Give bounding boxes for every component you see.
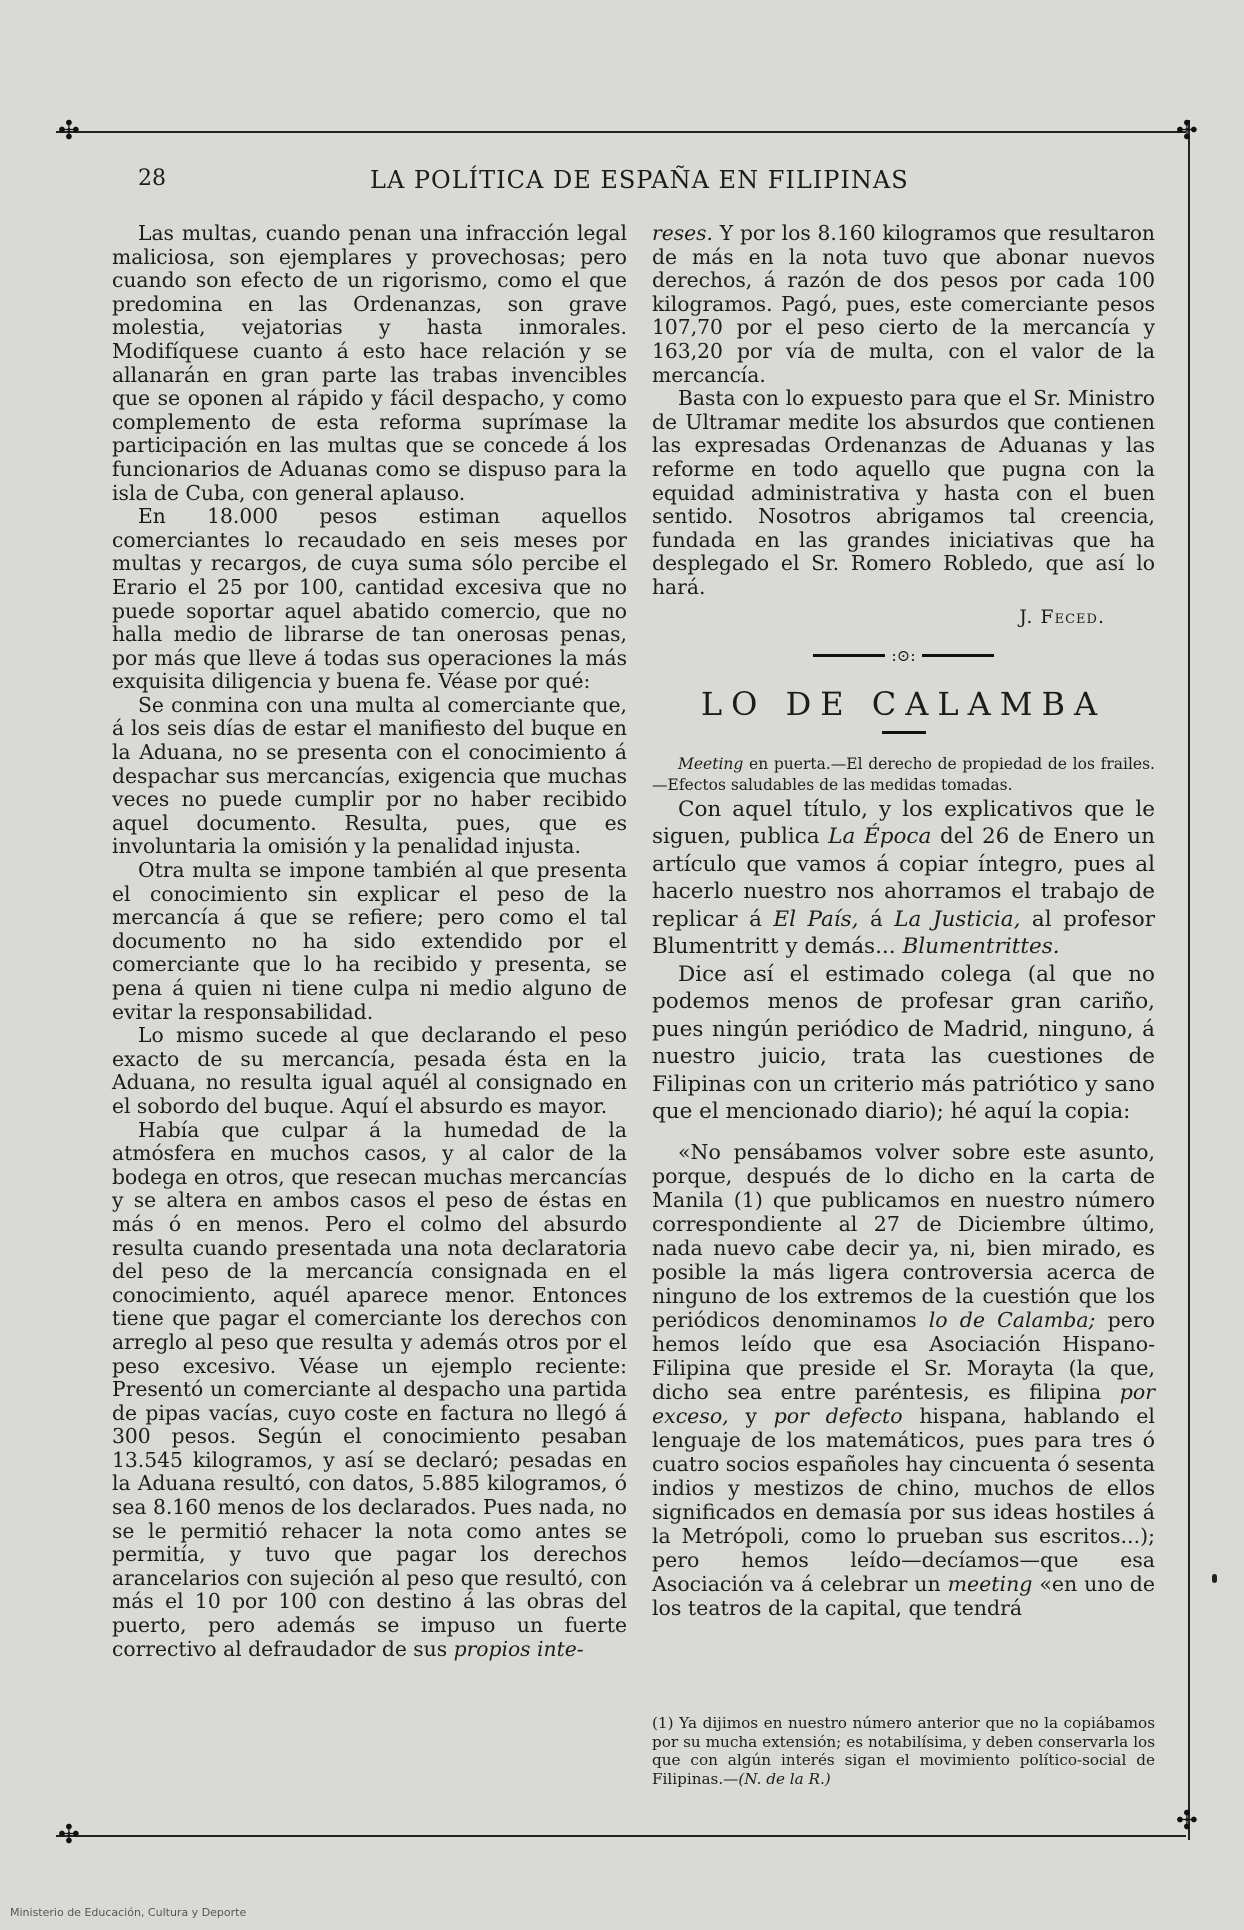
text-run: «en uno de los teatros de la capital, que tendrá bbox=[652, 1571, 1155, 1620]
intro-paragraph: Dice así el estimado colega (al que no podemos menos de profesar gran cariño, pues ningún periódico de Madrid, ninguno, á nuestro juicio, trata las cuestiones de Filipinas con un criterio más patriótico y sano que el mencionado diario); hé aquí la copia: bbox=[652, 961, 1155, 1125]
divider-ornament-icon: :⊙: bbox=[891, 645, 916, 665]
top-frame-rule bbox=[56, 131, 1186, 133]
quoted-article bbox=[652, 1140, 1155, 1620]
text-run: Con aquel título, y los explicativos que le siguen, publica bbox=[652, 796, 1155, 850]
footnote-attribution: (N. de la R.) bbox=[738, 1769, 831, 1788]
signature-initial: J. bbox=[1019, 605, 1034, 628]
right-column bbox=[652, 222, 1155, 1620]
corner-ornament-top-left: ✣ bbox=[58, 116, 80, 146]
text-run: al profesor Blumentritt y demás... bbox=[652, 906, 1155, 960]
left-paragraph: En 18.000 pesos estiman aquellos comerciantes lo recaudado en seis meses por multas y recargos, de cuya suma sólo percibe el Erario el 25 por 100, cantidad excesiva que no puede soportar aquel abatido comercio, que no halla medio de librarse de tan onerosas penas, por más que lleve á todas sus operaciones la más exquisita diligencia y buena fe. Véase por qué: bbox=[112, 504, 627, 694]
page-number: 28 bbox=[138, 166, 166, 191]
left-paragraph: Las multas, cuando penan una infracción legal maliciosa, son ejemplares y provechosas; pero cuando son efecto de un rigorismo, como el que predomina en las Ordenanzas, son grave molestia, vejatorias y hasta inmorales. Modifíquese cuanto á esto hace relación y se allanarán en gran parte las trabas invencibles que se oponen al rápido y fácil despacho, y como complemento de esta reforma suprímase la participación en las multas que se concede á los funcionarios de Aduanas como se dispuso para la isla de Cuba, con general aplauso. bbox=[112, 221, 627, 505]
page-header bbox=[130, 166, 1140, 202]
section-title: LO DE CALAMBA bbox=[700, 685, 1107, 724]
italic-run: por exceso, bbox=[652, 1379, 1155, 1428]
left-paragraph-text: Había que culpar á la humedad de la atmósfera en muchos casos, y al calor de la bodega en otros, que resecan muchas mercancías y se altera en ambos casos el peso de éstas en más ó en menos. Pero el colmo del absurdo resulta cuando presentada una nota declaratoria del peso de la mercancía consignada en el conocimiento, aquél aparece menor. Entonces tiene que pagar el comerciante los derechos con arreglo al peso que resulta y además otros por el peso excesivo. Véase un ejemplo reciente: Presentó un comerciante al despacho una partida de pipas vacías, cuyo coste en factura no llegó á 300 pesos. Según el conocimiento pesaban 13.545 kilogramos, y así se declaró; pesadas en la Aduana resultó, con datos, 5.885 kilogramos, ó sea 8.160 menos de los declarados. Pues nada, no se le permitió rehacer la nota como antes se permitía, y tuvo que pagar los derechos arancelarios con sujeción al peso que resultó, con más el 10 por 100 con destino á las obras del puerto, pero además se impuso un fuerte correctivo al defraudador de sus bbox=[112, 1117, 627, 1661]
footnote bbox=[652, 1714, 1155, 1788]
archive-credit: Ministerio de Educación, Cultura y Deporte bbox=[10, 1906, 247, 1919]
italic-run: Blumentrittes. bbox=[902, 934, 1060, 960]
ink-speck bbox=[1212, 1574, 1217, 1583]
text-run: pero hemos leído que esa Asociación Hispano-Filipina que preside el Sr. Morayta (la que, dicho sea entre paréntesis, es filipina bbox=[652, 1307, 1155, 1404]
summary-text: en puerta.—El derecho de propiedad de los frailes.—Efectos saludables de las medidas tomadas. bbox=[652, 754, 1155, 794]
section-divider bbox=[652, 643, 1155, 667]
author-signature bbox=[652, 606, 1105, 630]
italic-run: Meeting bbox=[678, 754, 744, 773]
text-run: á bbox=[869, 906, 883, 932]
right-frame-rule bbox=[1188, 120, 1190, 1840]
intro-paragraph bbox=[652, 796, 1155, 961]
italic-run: La Justicia, bbox=[894, 906, 1021, 932]
section-summary bbox=[652, 754, 1155, 796]
continuation-text: Y por los 8.160 kilogramos que resultaron de más en la nota tuvo que abonar nuevos derechos, á razón de dos pesos por cada 100 kilogramos. Pagó, pues, este comerciante pesos 107,70 por el peso cierto de la mercancía y 163,20 por vía de multa, con el valor de la mercancía. bbox=[652, 221, 1155, 387]
italic-run: propios inte- bbox=[453, 1636, 584, 1661]
left-paragraph: Se conmina con una multa al comerciante que, á los seis días de estar el manifiesto del buque en la Aduana, no se presenta con el conocimiento á despachar sus mercancías, exigencia que muchas veces no puede cumplir por no haber recibido aquel documento. Resulta, pues, que es involuntaria la omisión y la penalidad injusta. bbox=[112, 692, 627, 859]
corner-ornament-bottom-left: ✣ bbox=[58, 1820, 80, 1850]
left-column bbox=[112, 222, 627, 1661]
italic-run: por defecto bbox=[773, 1403, 903, 1428]
intro-block bbox=[652, 796, 1155, 1126]
text-run: hispana, hablando el lenguaje de los matemáticos, pues para tres ó cuatro socios españoles hay cincuenta ó sesenta indios y mestizos de chino, muchos de ellos significados en demasía por sus ideas hostiles á la Metrópoli, como lo prueban sus escritos...); pero hemos leído—decíamos—que esa Asociación va á celebrar un bbox=[652, 1403, 1155, 1596]
signature-name: Feced. bbox=[1040, 605, 1105, 628]
left-paragraph-last bbox=[112, 1119, 627, 1662]
divider-bar bbox=[922, 654, 994, 657]
running-title: LA POLÍTICA DE ESPAÑA EN FILIPINAS bbox=[370, 166, 909, 194]
corner-ornament-bottom-right: ✣ bbox=[1176, 1806, 1198, 1836]
italic-run: La Época bbox=[828, 824, 932, 850]
text-run: del 26 de Enero un artículo que vamos á copiar íntegro, pues al hacerlo nuestro nos ahorramos el trabajo de replicar á bbox=[652, 824, 1155, 932]
bottom-frame-rule bbox=[56, 1835, 1186, 1837]
title-rule bbox=[882, 731, 926, 734]
quote-paragraph bbox=[652, 1140, 1155, 1620]
continuation-paragraph bbox=[652, 222, 1155, 387]
italic-run: reses. bbox=[652, 221, 713, 245]
text-run: y bbox=[745, 1403, 757, 1428]
closing-paragraph: Basta con lo expuesto para que el Sr. Ministro de Ultramar medite los absurdos que contienen las expresadas Ordenanzas de Aduanas y las reforme en todo aquello que pugna con la equidad administrativa y hasta con el buen sentido. Nosotros abrigamos tal creencia, fundada en las grandes iniciativas que ha desplegado el Sr. Romero Robledo, que así lo hará. bbox=[652, 386, 1155, 599]
italic-run: meeting bbox=[947, 1571, 1033, 1596]
text-run: «No pensábamos volver sobre este asunto, porque, después de lo dicho en la carta de Manila (1) que publicamos en nuestro número correspondiente al 27 de Diciembre último, nada nuevo cabe decir ya, ni, bien mirado, es posible la más ligera controversia acerca de ninguno de los extremos de la cuestión que los periódicos denominamos bbox=[652, 1139, 1155, 1332]
divider-bar bbox=[813, 654, 885, 657]
italic-run: lo de Calamba; bbox=[928, 1307, 1096, 1332]
left-paragraph: Otra multa se impone también al que presenta el conocimiento sin explicar el peso de la mercancía á que se refiere; pero como el tal documento no ha sido extendido por el comerciante que lo ha recibido y presenta, se pena á quien ni tiene culpa ni medio alguno de evitar la responsabilidad. bbox=[112, 858, 627, 1024]
corner-ornament-top-right: ✣ bbox=[1176, 116, 1198, 146]
left-paragraph: Lo mismo sucede al que declarando el peso exacto de su mercancía, pesada ésta en la Aduana, no resulta igual aquél al consignado en el sobordo del buque. Aquí el absurdo es mayor. bbox=[112, 1023, 627, 1118]
footnote-text: (1) Ya dijimos en nuestro número anterior que no la copiábamos por su mucha extensión; es notabilísima, y deben conservarla los que con algún interés sigan el movimiento político-social de Filipinas.— bbox=[652, 1714, 1155, 1788]
italic-run: El País, bbox=[773, 906, 859, 932]
